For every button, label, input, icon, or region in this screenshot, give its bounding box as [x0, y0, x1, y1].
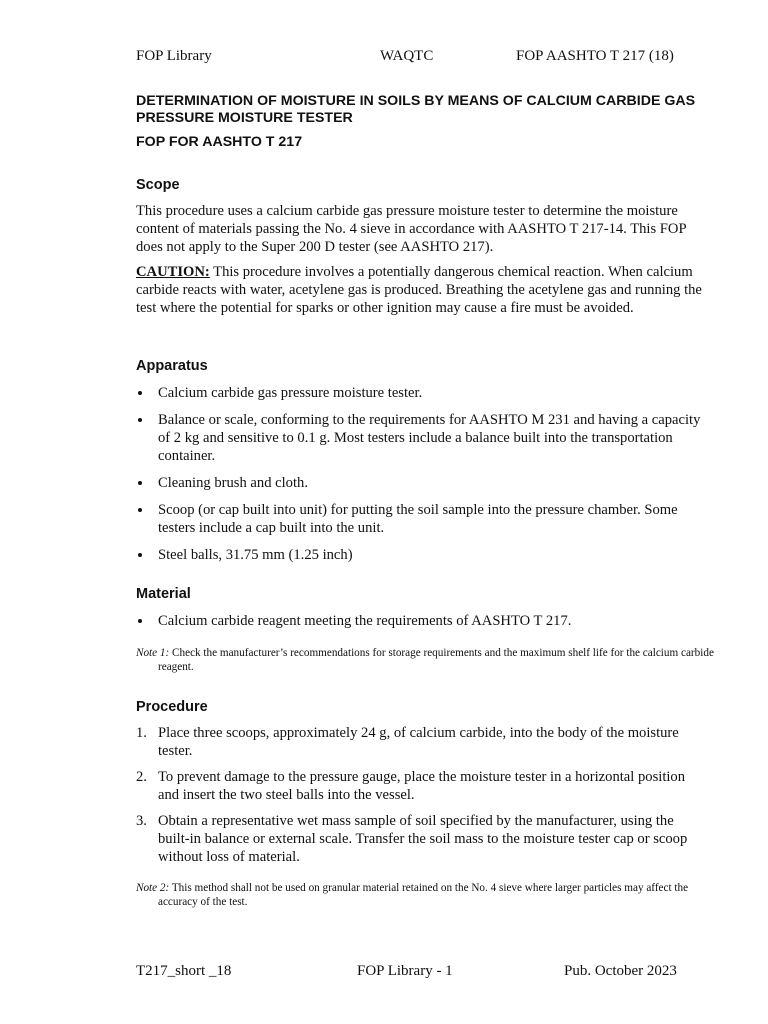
material-list [136, 612, 706, 630]
step-number: 2. [136, 769, 147, 785]
document-title: DETERMINATION OF MOISTURE IN SOILS BY MEANS OF CALCIUM CARBIDE GAS PRESSURE MOISTURE TESTER [136, 93, 696, 126]
note-2-label: Note 2: [136, 882, 170, 894]
header-center: WAQTC [380, 48, 434, 64]
list-item [136, 724, 706, 760]
list-item: Calcium carbide reagent meeting the requirements of AASHTO T 217. [136, 612, 706, 630]
footer-center: FOP Library - 1 [357, 963, 453, 979]
footer-left: T217_short _18 [136, 963, 232, 979]
note-1-text: Check the manufacturer’s recommendations for storage requirements and the maximum shelf life for the calcium carbide reagent. [158, 647, 714, 673]
step-number: 1. [136, 725, 147, 741]
header-right: FOP AASHTO T 217 (18) [516, 48, 674, 64]
procedure-steps [136, 724, 706, 866]
caution-text: This procedure involves a potentially dangerous chemical reaction. When calcium carbide reacts with water, acetylene gas is produced. Breathing the acetylene gas and running the test where the potential for sparks or other ignition may cause a fire must be avoided. [136, 264, 702, 316]
note-1-label: Note 1: [136, 647, 170, 659]
footer-right: Pub. October 2023 [564, 963, 677, 979]
note-1 [136, 646, 718, 674]
apparatus-list [136, 384, 706, 564]
list-item: Cleaning brush and cloth. [136, 474, 706, 492]
scope-heading: Scope [136, 177, 180, 193]
caution-paragraph [136, 263, 706, 317]
step-text: Obtain a representative wet mass sample of soil specified by the manufacturer, using the built-in balance or external scale. Transfer the soil mass to the moisture tester cap or scoop without loss of material. [158, 813, 688, 865]
document-subtitle: FOP FOR AASHTO T 217 [136, 134, 303, 150]
step-text: Place three scoops, approximately 24 g, of calcium carbide, into the body of the moisture tester. [158, 725, 679, 759]
step-text: To prevent damage to the pressure gauge, place the moisture tester in a horizontal position and insert the two steel balls into the vessel. [158, 769, 686, 803]
note-2-text: This method shall not be used on granular material retained on the No. 4 sieve where larger particles may affect the accuracy of the test. [158, 882, 689, 908]
caution-label: CAUTION: [136, 264, 210, 280]
procedure-heading: Procedure [136, 699, 208, 715]
scope-paragraph: This procedure uses a calcium carbide gas pressure moisture tester to determine the moisture content of materials passing the No. 4 sieve in accordance with AASHTO T 217-14. This FOP does not apply to the Super 200 D tester (see AASHTO 217). [136, 203, 687, 255]
list-item: Steel balls, 31.75 mm (1.25 inch) [136, 546, 706, 564]
header-left: FOP Library [136, 48, 212, 64]
apparatus-heading: Apparatus [136, 358, 208, 374]
list-item [136, 768, 706, 804]
step-number: 3. [136, 813, 147, 829]
list-item: Calcium carbide gas pressure moisture tester. [136, 384, 706, 402]
list-item [136, 812, 706, 866]
list-item: Balance or scale, conforming to the requirements for AASHTO M 231 and having a capacity of 2 kg and sensitive to 0.1 g. Most testers include a balance built into the transportation container. [136, 411, 706, 465]
note-2 [136, 881, 718, 909]
list-item: Scoop (or cap built into unit) for putting the soil sample into the pressure chamber. Some testers include a cap built into the unit. [136, 501, 706, 537]
material-heading: Material [136, 586, 191, 602]
